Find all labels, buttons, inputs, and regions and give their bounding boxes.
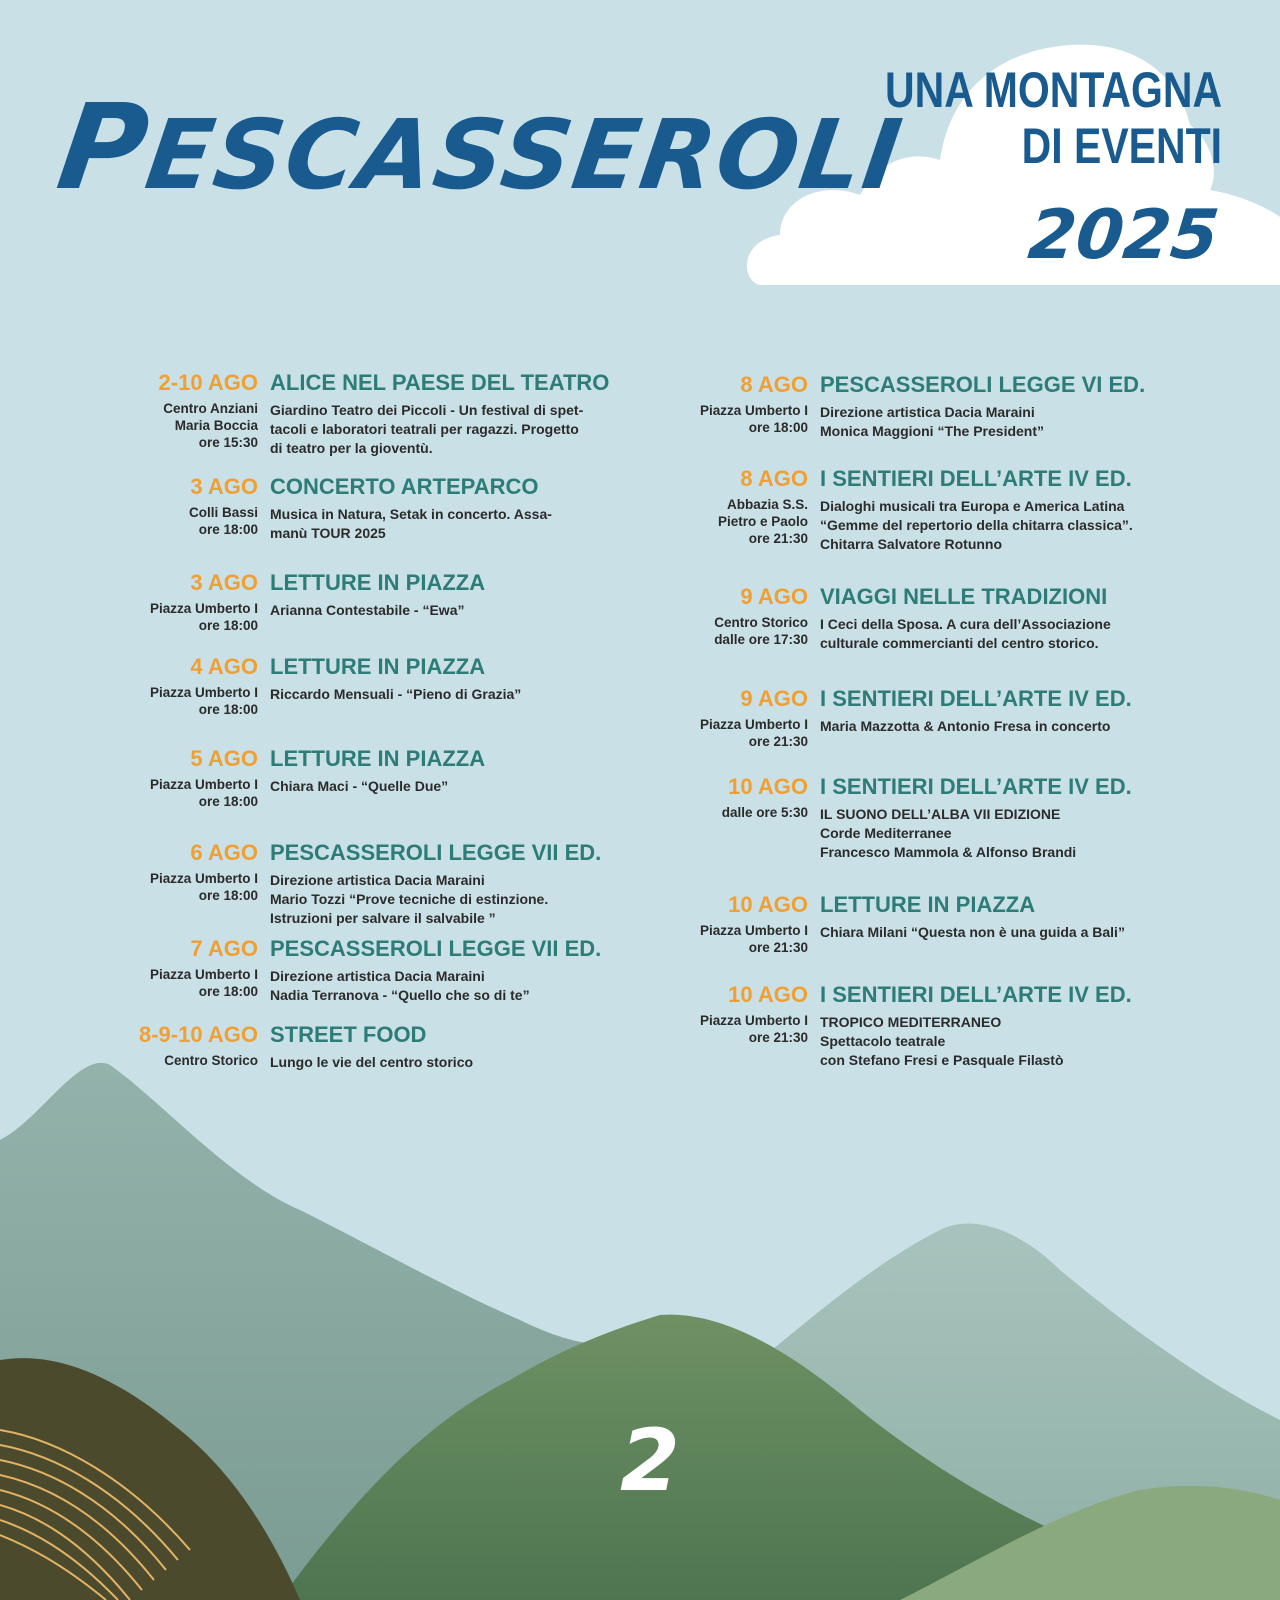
- event-item: [149, 570, 486, 633]
- event-place-line: Piazza Umberto I: [699, 1013, 808, 1028]
- event-description-line: Maria Mazzotta & Antonio Fresa in concerto: [820, 718, 1111, 734]
- event-date: 3 AGO: [190, 474, 258, 499]
- event-description: [270, 871, 601, 928]
- event-description: [270, 777, 485, 796]
- event-place-line: ore 21:30: [748, 531, 808, 546]
- event-description-line: culturale commercianti del centro storico.: [820, 635, 1099, 651]
- event-title: STREET FOOD: [270, 1022, 427, 1047]
- event-date: 7 AGO: [190, 936, 258, 961]
- event-place-line: ore 21:30: [748, 1030, 808, 1045]
- event-description: [820, 497, 1133, 554]
- event-place-line: Abbazia S.S.: [726, 497, 808, 512]
- event-place-line: Centro Storico: [164, 1053, 258, 1068]
- event-description: [270, 505, 552, 543]
- event-place-line: Maria Boccia: [174, 418, 258, 433]
- event-description-line: Riccardo Mensuali - “Pieno di Grazia”: [270, 686, 522, 702]
- event-place-line: ore 15:30: [198, 435, 258, 450]
- event-date: 10 AGO: [728, 892, 808, 917]
- event-place: [700, 922, 808, 956]
- event-place-line: ore 18:00: [198, 702, 258, 717]
- event-place-line: ore 18:00: [198, 522, 258, 537]
- event-description-line: Musica in Natura, Setak in concerto. Assa-: [270, 506, 552, 522]
- event-description-line: IL SUONO DELL’ALBA VII EDIZIONE: [820, 806, 1061, 822]
- event-place: [718, 496, 808, 547]
- event-description-line: con Stefano Fresi e Pasquale Filastò: [820, 1052, 1064, 1068]
- event-place-line: ore 21:30: [748, 734, 808, 749]
- event-description-line: Direzione artistica Dacia Maraini: [270, 968, 485, 984]
- event-place: [150, 684, 258, 718]
- event-place-line: ore 18:00: [198, 984, 258, 999]
- event-description: [820, 717, 1132, 736]
- event-place-line: Piazza Umberto I: [149, 601, 258, 616]
- event-place-line: Centro Storico: [714, 615, 808, 630]
- event-item: [699, 982, 1132, 1070]
- event-description: [270, 685, 521, 704]
- event-place-line: ore 18:00: [198, 888, 258, 903]
- event-date: 10 AGO: [728, 774, 808, 799]
- event-description-line: Arianna Contestabile - “Ewa”: [270, 602, 465, 618]
- event-title: LETTURE IN PIAZZA: [820, 892, 1036, 917]
- event-description-line: Direzione artistica Dacia Maraini: [270, 872, 485, 888]
- event-place-line: Centro Anziani: [163, 401, 258, 416]
- event-place-line: ore 18:00: [198, 618, 258, 633]
- event-place: [714, 614, 808, 648]
- event-description-line: Mario Tozzi “Prove tecniche di estinzione.: [270, 891, 549, 907]
- event-item: [717, 466, 1133, 554]
- event-item: [158, 370, 610, 458]
- event-item: [149, 840, 602, 928]
- event-description-line: Monica Maggioni “The President”: [820, 423, 1045, 439]
- event-title: PESCASSEROLI LEGGE VI ED.: [820, 372, 1146, 397]
- event-place: [163, 400, 258, 451]
- event-title: CONCERTO ARTEPARCO: [270, 474, 539, 499]
- event-item: [721, 774, 1132, 862]
- event-place-line: Piazza Umberto I: [149, 685, 258, 700]
- event-title: VIAGGI NELLE TRADIZIONI: [820, 584, 1108, 609]
- title-initial: P: [50, 78, 159, 216]
- event-description-line: Chitarra Salvatore Rotunno: [820, 536, 1003, 552]
- event-date: 8 AGO: [740, 466, 808, 491]
- event-description-line: “Gemme del repertorio della chitarra classica”.: [820, 517, 1133, 533]
- event-description-line: Chiara Milani “Questa non è una guida a Bali”: [820, 924, 1125, 940]
- event-title: I SENTIERI DELL’ARTE IV ED.: [820, 774, 1132, 799]
- event-place: [150, 870, 258, 904]
- event-date: 2-10 AGO: [158, 370, 258, 395]
- event-description: [270, 967, 601, 1005]
- subtitle-line-2: DI EVENTI: [1021, 118, 1222, 174]
- event-place-line: Piazza Umberto I: [699, 403, 808, 418]
- year: 2025: [1024, 196, 1223, 275]
- mountains-illustration: [0, 1060, 1280, 1600]
- event-description-line: Istruzioni per salvare il salvabile ”: [270, 910, 496, 926]
- event-place: [150, 776, 258, 810]
- event-description-line: I Ceci della Sposa. A cura dell’Associazione: [820, 616, 1111, 632]
- event-title: I SENTIERI DELL’ARTE IV ED.: [820, 982, 1132, 1007]
- page-number: 2: [620, 1411, 680, 1511]
- event-place-line: dalle ore 5:30: [721, 805, 808, 820]
- event-description-line: Giardino Teatro dei Piccoli - Un festival di spet-: [270, 402, 584, 418]
- event-title: PESCASSEROLI LEGGE VII ED.: [270, 936, 602, 961]
- event-description-line: tacoli e laboratori teatrali per ragazzi. Progetto: [270, 421, 579, 437]
- event-place-line: Pietro e Paolo: [717, 514, 808, 529]
- event-description-line: Dialoghi musicali tra Europa e America Latina: [820, 498, 1125, 514]
- event-item: [699, 686, 1132, 749]
- event-place: [150, 966, 258, 1000]
- event-place: [150, 600, 258, 634]
- event-date: 9 AGO: [740, 584, 808, 609]
- event-description-line: di teatro per la gioventù.: [270, 440, 433, 456]
- subtitle: [885, 62, 1222, 174]
- event-description: [270, 601, 485, 620]
- event-item: [699, 892, 1125, 955]
- event-title: I SENTIERI DELL’ARTE IV ED.: [820, 466, 1132, 491]
- event-description: [820, 923, 1125, 942]
- event-place-line: dalle ore 17:30: [714, 632, 808, 647]
- event-item: [149, 654, 522, 717]
- event-description: [820, 615, 1111, 653]
- event-description-line: Nadia Terranova - “Quello che so di te”: [270, 987, 530, 1003]
- event-title: ALICE NEL PAESE DEL TEATRO: [270, 370, 610, 395]
- event-description: [270, 401, 609, 458]
- event-place: [700, 1012, 808, 1046]
- event-place-line: Piazza Umberto I: [149, 777, 258, 792]
- event-item: [149, 936, 602, 1005]
- event-place: [722, 804, 808, 821]
- event-title: I SENTIERI DELL’ARTE IV ED.: [820, 686, 1132, 711]
- event-description-line: Francesco Mammola & Alfonso Brandi: [820, 844, 1077, 860]
- event-title: PESCASSEROLI LEGGE VII ED.: [270, 840, 602, 865]
- event-place-line: ore 18:00: [748, 420, 808, 435]
- event-description: [820, 403, 1145, 441]
- event-place: [700, 716, 808, 750]
- event-place-line: ore 18:00: [198, 794, 258, 809]
- page-title: [50, 78, 911, 216]
- event-item: [699, 372, 1146, 441]
- event-item: [714, 584, 1111, 653]
- event-date: 8 AGO: [740, 372, 808, 397]
- subtitle-line-1: UNA MONTAGNA: [884, 62, 1222, 118]
- event-item: [188, 474, 552, 543]
- event-date: 9 AGO: [740, 686, 808, 711]
- event-place-line: Piazza Umberto I: [699, 923, 808, 938]
- event-description-line: Direzione artistica Dacia Maraini: [820, 404, 1035, 420]
- event-date: 10 AGO: [728, 982, 808, 1007]
- event-place-line: ore 21:30: [748, 940, 808, 955]
- event-description-line: manù TOUR 2025: [270, 525, 386, 541]
- event-description-line: Corde Mediterranee: [820, 825, 952, 841]
- event-place-line: Piazza Umberto I: [699, 717, 808, 732]
- event-title: LETTURE IN PIAZZA: [270, 746, 486, 771]
- event-description-line: Lungo le vie del centro storico: [270, 1054, 474, 1070]
- event-description: [820, 805, 1132, 862]
- event-date: 4 AGO: [190, 654, 258, 679]
- event-date: 6 AGO: [190, 840, 258, 865]
- event-description-line: Spettacolo teatrale: [820, 1033, 946, 1049]
- event-date: 5 AGO: [190, 746, 258, 771]
- event-item: [149, 746, 486, 809]
- event-date: 3 AGO: [190, 570, 258, 595]
- title-rest: ESCASSEROLI: [139, 99, 910, 211]
- event-place-line: Colli Bassi: [188, 505, 258, 520]
- event-place: [189, 504, 258, 538]
- event-place-line: Piazza Umberto I: [149, 871, 258, 886]
- event-title: LETTURE IN PIAZZA: [270, 654, 486, 679]
- event-description-line: TROPICO MEDITERRANEO: [820, 1014, 1002, 1030]
- event-title: LETTURE IN PIAZZA: [270, 570, 486, 595]
- event-place-line: Piazza Umberto I: [149, 967, 258, 982]
- event-place: [700, 402, 808, 436]
- event-description-line: Chiara Maci - “Quelle Due”: [270, 778, 449, 794]
- event-date: 8-9-10 AGO: [138, 1022, 258, 1047]
